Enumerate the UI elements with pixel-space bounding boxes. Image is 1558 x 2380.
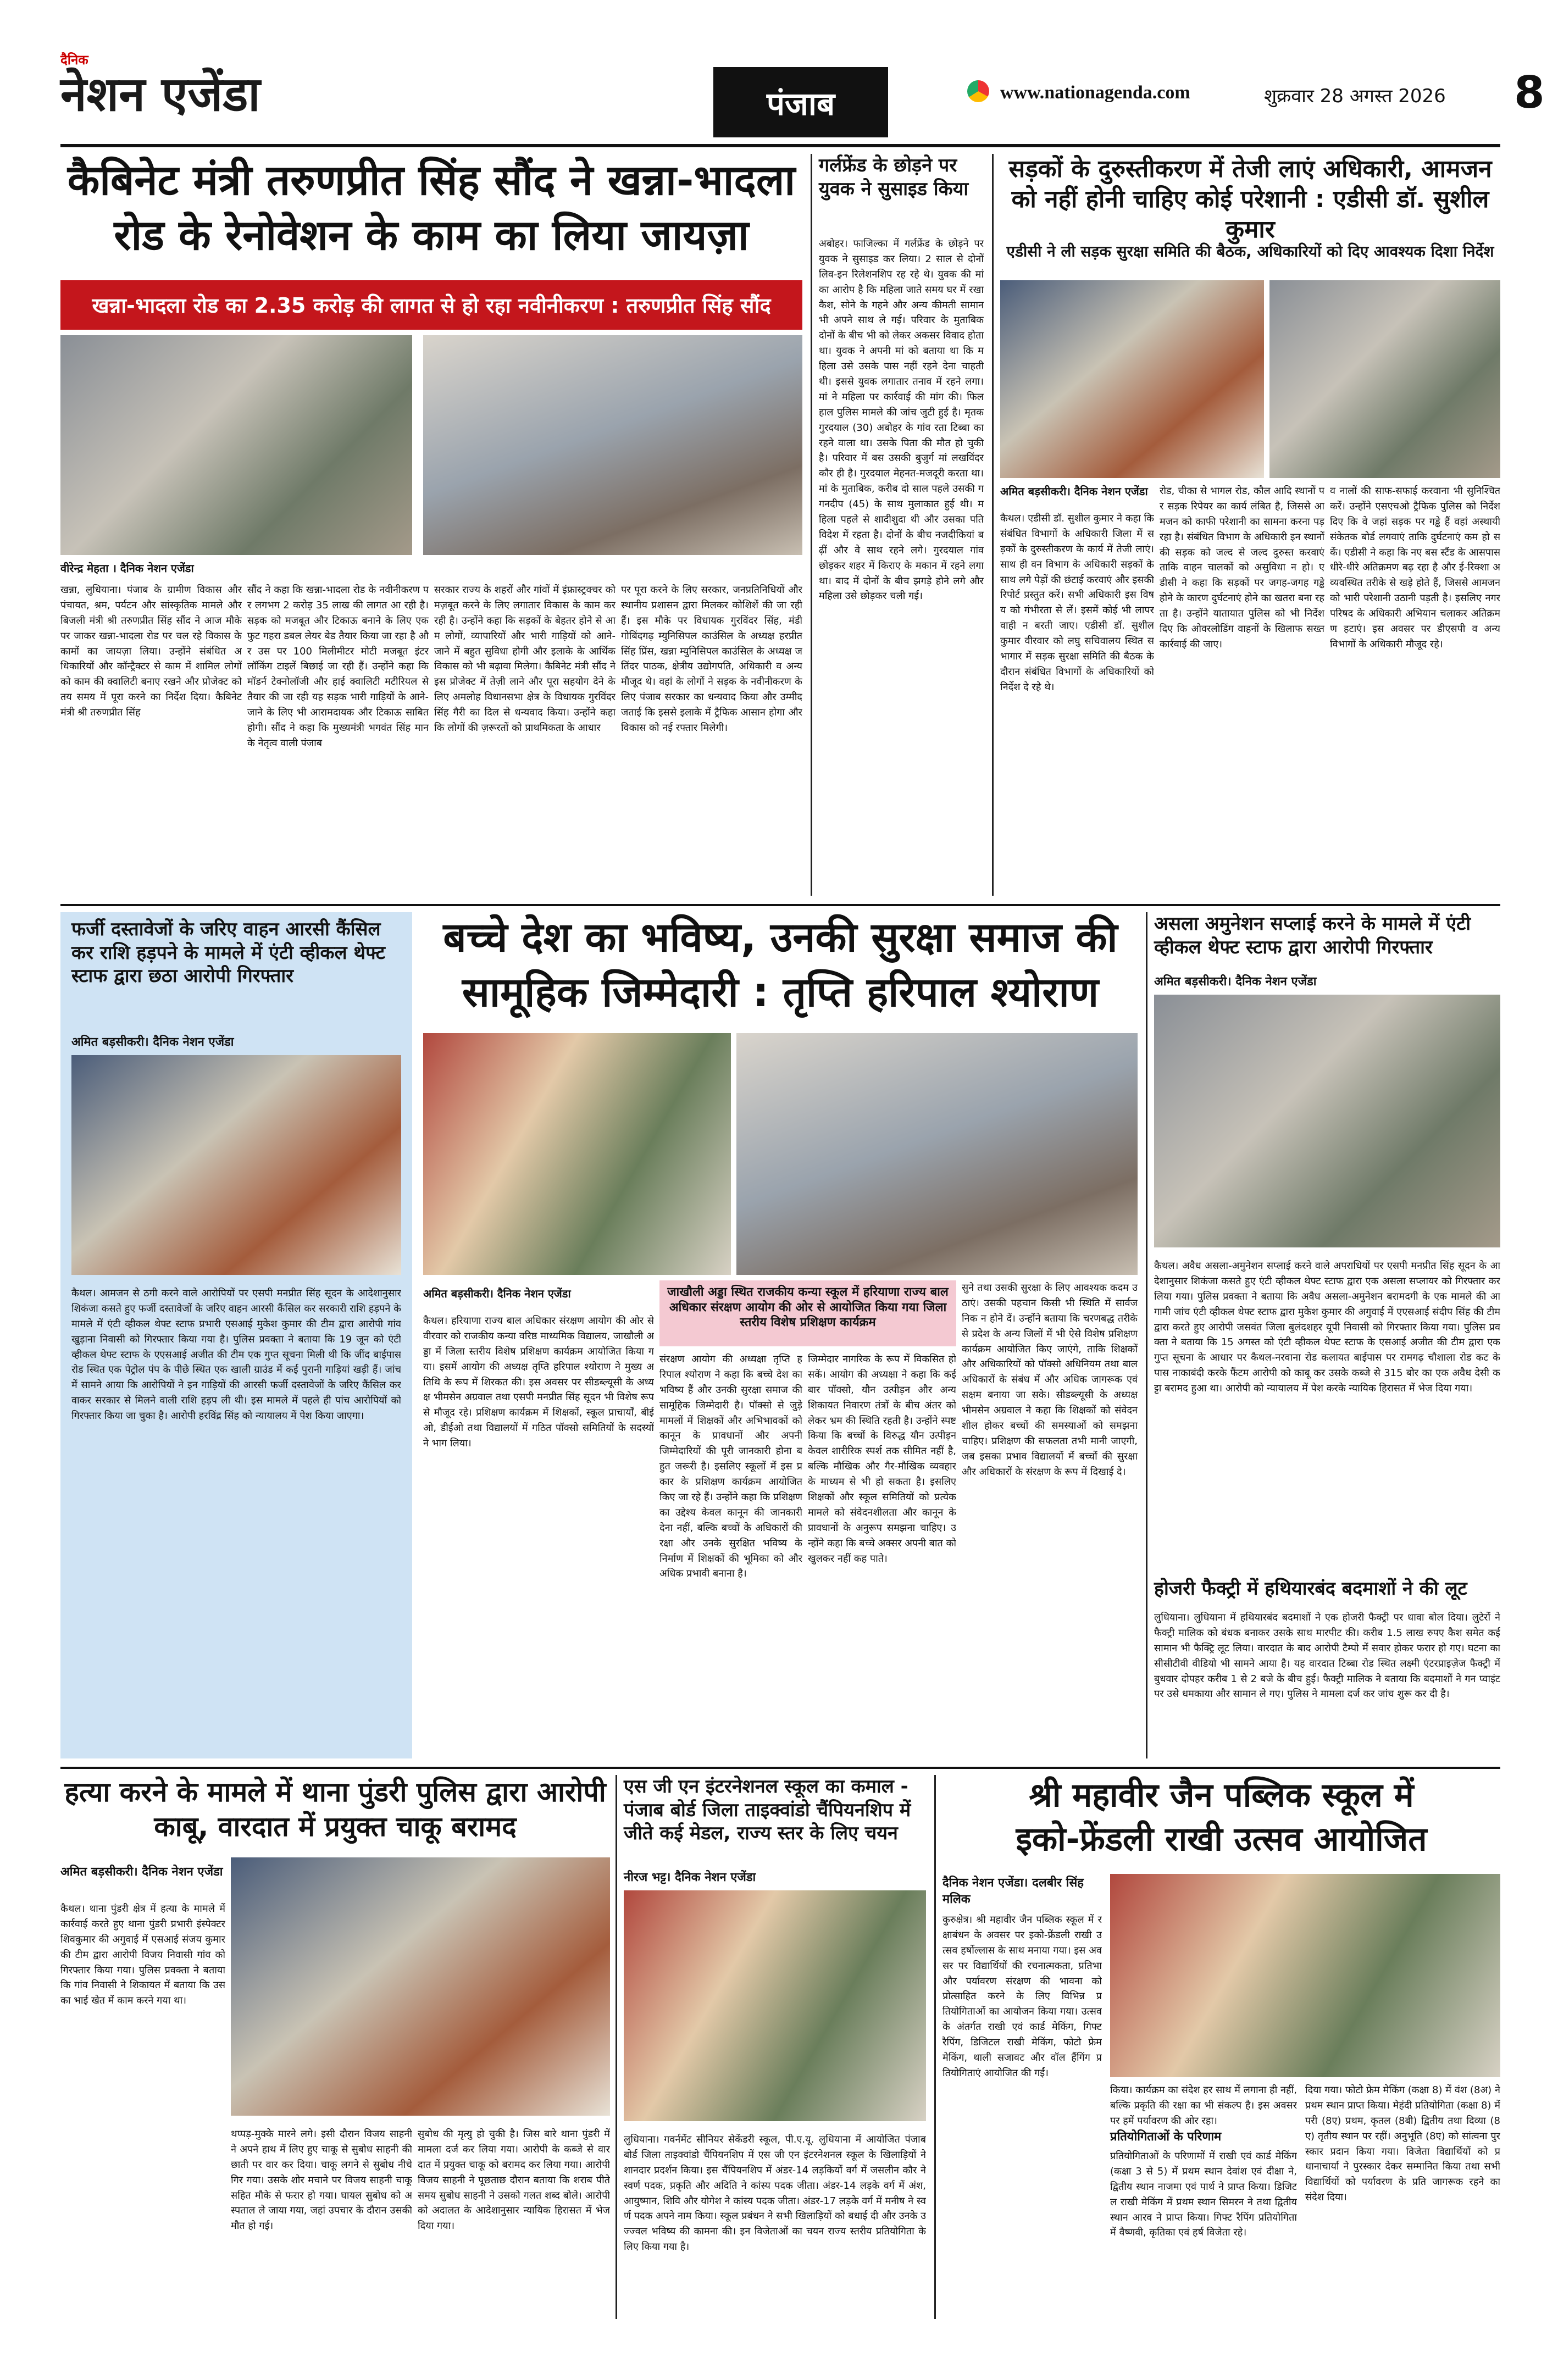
story2-body: अबोहर। फाजिल्का में गर्लफ्रेंड के छोड़ने पर युवक ने सुसाइड कर लिया। 2 साल से दोनों लिव-इन रिलेशनशिप रह रहे थे। युवक की मां का आरोप है कि महिला जाते समय घर में रखा कैश, सोने के गहने और अन्य कीमती सामान भी अपने साथ ले गई। परिवार के मुताबिक दोनों के बीच भी को लेकर अकसर विवाद होता था। युवक ने अपनी मां को बताया था कि महिला उसे उसके पास नहीं रहने देना चाहती थी। इससे युवक लगातार तनाव में रहने लगा। मां ने महिला पर कार्रवाई की मांग की। फिलहाल पुलिस मामले की जांच जुटी हुई है। मृतक गुरदयाल (30) अबोहर के गांव रता टिब्बा का रहने वाला था। उसके पिता की मौत हो चुकी है। परिवार में बस उसकी बुजुर्ग मां लखविंदर कौर ही है। गुरदयाल मेहनत-मजदूरी करता था। मां के मुताबिक, करीब दो साल पहले उसकी गगनदीप (45) के साथ मुलाकात हुई थी। महिला पहले से शादीशुदा थी और उसका पति विदेश में रहता है। दोनों के बीच नजदीकियां बढ़ीं और वे साथ रहने लगे। गुरदयाल गांव छोड़कर शहर में किराए के मकान में रहने लगा था। बाद में दोनों के बीच झगड़े होने लगे और महिला उसे छोड़कर चली गई।: [819, 238, 984, 602]
story6-body: कैथल। अवैध असला-अमुनेशन सप्लाई करने वाले अपराधियों पर एसपी मनप्रीत सिंह सूदन के आदेशानुसार शिकंजा कसते हुए एंटी व्हीकल थेफ्ट स्टाफ द्वारा एक असला सप्लायर को गिरफ्तार कर लिया गया। पुलिस प्रवक्ता ने बताया कि अवैध असला-अमुनेशन बरामदगी के एक मामले की आगामी जांच एंटी व्हीकल थेफ्ट स्टाफ द्वारा मुकेश कुमार की अगुवाई में एएसआई संदीप सिंह की टीम द्वारा करते हुए आरोपी जसवंत जिला बुलंदशहर यूपी निवासी को गिरफ्तार किया गया। पुलिस प्रवक्ता ने बताया कि 15 अगस्त को एंटी व्हीकल थेफ्ट स्टाफ के एसआई अजीत की टीम द्वारा एक गुप्त सूचना के आधार पर कैथल-नरवाना रोड कलायत बाईपास पर रामगढ़ चौशाला रोड कट के पास नाकाबंदी करके फैंटम आरोपी को काबू कर उसके कब्जे से 315 बोर का एक अवैध देसी कट्टा बरामद हुआ था। आरोपी को न्यायालय में पेश करके न्यायिक हिरासत में भेज दिया गया।: [1154, 1260, 1500, 1395]
story8-body-col3: सुबोध की मृत्यु हो चुकी है। जिस बारे थाना पुंडरी में मामला दर्ज कर लिया गया। आरोपी के कब्जे से वारदात में प्रयुक्त चाकू को बरामद कर लिया गया। आरोपी विजय साहनी ने पूछताछ दौरान बताया कि शराब पीते समय सुबोध साहनी ने उसको गलत शब्द बोले। आरोपी को अदालत के आदेशानुसार न्यायिक हिरासत में भेज दिया गया।: [418, 2128, 610, 2232]
story3-body-col2: रोड, चीका से भागल रोड, कौल आदि स्थानों पर सड़क रिपेयर का कार्य लंबित है, जिससे आमजन को काफी परेशानी का सामना करना पड़ रहा है। संबंधित विभाग के अधिकारी इन स्थानों की सड़क को जल्द से जल्द दुरुस्त करवाएं ताकि वाहन चालकों को असुविधा न हो। एडीसी ने कहा कि सड़कों पर जगह-जगह गड्ढे होने के कारण दुर्घटनाएं होने का खतरा बना रहता है। उन्होंने यातायात पुलिस को भी निर्देश दिए कि ओवरलोडिंग वाहनों के खिलाफ सख्त कार्रवाई की जाए।: [1160, 485, 1324, 650]
story5-body-col4: सुने तथा उसकी सुरक्षा के लिए आवश्यक कदम उठाएं। उसकी पहचान किसी भी स्थिति में सार्वजनिक न होने दें। उन्होंने बताया कि चरणबद्ध तरीके से प्रदेश के अन्य जिलों में भी ऐसे विशेष प्रशिक्षण कार्यक्रम आयोजित किए जाएंगे, ताकि शिक्षकों और अधिकारियों को पॉक्सो अधिनियम तथा बाल अधिकारों के संबंध में और अधिक जागरूक एवं सक्षम बनाया जा सके। सीडब्ल्यूसी के अध्यक्ष भीमसेन अग्रवाल ने कहा कि शिक्षकों को संवेदनशील होकर बच्चों की समस्याओं को समझना चाहिए। प्रशिक्षण की सफलता तभी मानी जाएगी, जब इसका प्रभाव विद्यालयों में बच्चों की सुरक्षा और अधिकारों के संरक्षण के रूप में दिखाई दे।: [962, 1282, 1138, 1478]
story1-photo-minister: [60, 335, 412, 555]
story10-body-col4: दिया गया। फोटो फ्रेम मेकिंग (कक्षा 8) में वंश (8अ) ने प्रथम स्थान प्राप्त किया। मेहंदी प्रतियोगिता (कक्षा 8) में परी (8ए) प्रथम, कृतल (8बी) द्वितीय तथा दिव्या (8ए) तृतीय स्थान पर रहीं। अनुभूति (8ए) को सांत्वना पुरस्कार प्रदान किया गया। विजेता विद्यार्थियों को प्रधानाचार्या ने पुरस्कार देकर सम्मानित किया तथा सभी विद्यार्थियों को पर्यावरण के प्रति जागरूक रहने का संदेश दिया।: [1305, 2084, 1500, 2204]
story4-headline: फर्जी दस्तावेजों के जरिए वाहन आरसी कैंसिल कर राशि हड़पने के मामले में एंटी व्हीकल थेफ्ट स्टाफ द्वारा छठा आरोपी गिरफ्तार: [71, 918, 385, 987]
story4-photo-arrest: [71, 1055, 401, 1275]
column-divider: [616, 1775, 617, 2319]
section-label: पंजाब: [713, 67, 888, 137]
story5-photo-audience: [736, 1033, 1138, 1275]
story3-photo-officials: [1269, 280, 1500, 478]
story3-body-col3: व नालों की साफ-सफाई करवाना भी सुनिश्चित करें। उन्होंने एसएचओ ट्रैफिक पुलिस को निर्देश दिए कि वे जहां सड़क पर गड्ढे हैं वहां अस्थायी संकेतक बोर्ड लगवाएं ताकि दुर्घटनाएं कम हो सकें। एडीसी ने कहा कि नए बस स्टैंड के आसपास धीरे-धीरे अतिक्रमण बढ़ रहा है और ई-रिक्शा अव्यवस्थित तरीके से खड़े होते हैं, जिससे आमजन को भारी परेशानी उठानी पड़ती है। इसलिए नगर परिषद के अधिकारी अभियान चलाकर अतिक्रमण हटाएं। इस अवसर पर डीएसपी व अन्य विभागों के अधिकारी मौजूद रहे।: [1330, 485, 1500, 650]
masthead-prefix: दैनिक: [60, 52, 88, 68]
story7-body: लुधियाना। लुधियाना में हथियारबंद बदमाशों ने एक होजरी फैक्ट्री पर धावा बोल दिया। लुटेरों ने फैक्ट्री मालिक को बंधक बनाकर उसके साथ मारपीट की। करीब 1.5 लाख रुपए कैश समेत कई सामान भी फैक्ट्रि लूट लिया। वारदात के बाद आरोपी टैम्पो में सवार होकर फरार हो गए। घटना का सीसीटीवी वीडियो भी सामने आया है। यह वारदात टिब्बा रोड स्थित लक्ष्मी एंटरप्राइज़ेज फैक्ट्री में बुधवार दोपहर करीब 1 से 2 बजे के बीच हुई। फैक्ट्री मालिक ने बताया कि बदमाशों ने गन प्वाइंट पर उसे धमकाया और सामान ले गए। पुलिस ने मामला दर्ज कर जांच शुरू कर दी है।: [1154, 1612, 1500, 1700]
story10-results-heading: प्रतियोगिताओं के परिणाम: [1110, 2130, 1222, 2144]
story8-body-col2: थप्पड़-मुक्के मारने लगे। इसी दौरान विजय साहनी ने अपने हाथ में लिए हुए चाकू से सुबोध साहनी की छाती पर वार कर दिया। चाकू लगने से सुबोध नीचे गिर गया। उसके शोर मचाने पर विजय साहनी चाकू सहित मौके से फरार हो गया। घायल सुबोध को अस्पताल ले जाया गया, जहां उपचार के दौरान उसकी मौत हो गई।: [231, 2128, 412, 2232]
story5-highlight-box: जाखौली अड्डा स्थित राजकीय कन्या स्कूल में हरियाणा राज्य बाल अधिकार संरक्षण आयोग की ओर से आयोजित किया गया जिला स्तरीय विशेष प्रशिक्षण कार्यक्रम: [659, 1280, 956, 1346]
section-rule: [60, 1767, 1500, 1769]
story8-headline: हत्या करने के मामले में थाना पुंडरी पुलिस द्वारा आरोपी काबू, वारदात में प्रयुक्त चाकू बरामद: [64, 1776, 606, 1843]
story8-photo-accused: [231, 1857, 610, 2116]
story10-body-col2: किया। कार्यक्रम का संदेश हर साथ में लगाना ही नहीं, बल्कि प्रकृति की रक्षा का भी संकल्प है। इस अवसर पर हमें पर्यावरण की ओर रहा।: [1110, 2084, 1297, 2127]
story3-subhead: एडीसी ने ली सड़क सुरक्षा समिति की बैठक, अधिकारियों को दिए आवश्यक दिशा निर्देश: [1006, 242, 1494, 260]
story2-headline: गर्लफ्रेंड के छोड़ने पर युवक ने सुसाइड किया: [819, 154, 969, 200]
story10-body-col3: प्रतियोगिताओं के परिणामों में राखी एवं कार्ड मेकिंग (कक्षा 3 से 5) में प्रथम स्थान देवांश एवं दीक्षा ने, द्वितीय स्थान नाजमा एवं पार्थ ने प्राप्त किया। डिजिटल राखी मेकिंग में प्रथम स्थान सिमरन ने तथा द्वितीय स्थान आरव ने प्राप्त किया। गिफ्ट रैपिंग प्रतियोगिता में वैष्णवी, कृतिका एवं हर्ष विजेता रहे।: [1110, 2150, 1297, 2239]
story5-body-col1: कैथल। हरियाणा राज्य बाल अधिकार संरक्षण आयोग की ओर से वीरवार को राजकीय कन्या वरिष्ठ माध्यमिक विद्यालय, जाखौली अड्डा में जिला स्तरीय विशेष प्रशिक्षण कार्यक्रम आयोजित किया गया। इसमें आयोग की अध्यक्ष तृप्ति हरिपाल श्योराण ने मुख्य अतिथि के रूप में शिरकत की। इस अवसर पर सीडब्ल्यूसी के अध्यक्ष भीमसेन अग्रवाल तथा एसपी मनप्रीत सिंह सूदन भी विशेष रूप से मौजूद रहे। प्रशिक्षण कार्यक्रम में शिक्षकों, स्कूल प्राचार्यों, बीईओ, डीईओ तथा विद्यालयों में गठित पॉक्सो समितियों के सदस्यों ने भाग लिया।: [423, 1315, 654, 1450]
story1-headline-1: कैबिनेट मंत्री तरुणप्रीत सिंह सौंद ने खन्ना-भादला: [67, 156, 796, 204]
column-divider: [992, 154, 994, 896]
column-divider: [934, 1775, 936, 2319]
story9-byline: नीरज भट्ट। दैनिक नेशन एजेंडा: [624, 1871, 756, 1884]
story5-byline: अमित बड़सीकरी। दैनिक नेशन एजेंडा: [423, 1287, 571, 1300]
story10-headline-2: इको-फ्रेंडली राखी उत्सव आयोजित: [1016, 1820, 1427, 1858]
story5-headline-1: बच्चे देश का भविष्य, उनकी सुरक्षा समाज की: [443, 914, 1118, 961]
story10-headline-1: श्री महावीर जैन पब्लिक स्कूल में: [1029, 1776, 1414, 1815]
column-divider: [811, 154, 812, 896]
story5-body-col2: संरक्षण आयोग की अध्यक्षा तृप्ति हरिपाल श्योराण ने कहा कि बच्चे देश का भविष्य हैं और उनकी सुरक्षा समाज की सामूहिक जिम्मेदारी है। पॉक्सो से जुड़े मामलों में शिक्षकों और अभिभावकों को कानून के प्रावधानों और अपनी जिम्मेदारियों की पूरी जानकारी होना बहुत जरूरी है। इसलिए स्कूलों में इस प्रकार के प्रशिक्षण कार्यक्रम आयोजित किए जा रहे हैं। उन्होंने कहा कि प्रशिक्षण का उद्देश्य केवल कानून की जानकारी देना नहीं, बल्कि बच्चों के अधिकारों की रक्षा और उनके सुरक्षित भविष्य के निर्माण में शिक्षकों की भूमिका को और अधिक प्रभावी बनाना है।: [659, 1353, 802, 1580]
story1-photo-caption: वीरेन्द्र मेहता । दैनिक नेशन एजेंडा: [60, 562, 194, 575]
story9-headline: एस जी एन इंटरनेशनल स्कूल का कमाल - पंजाब बोर्ड जिला ताइक्वांडो चैंपियनशिप में जीते कई मेडल, राज्य स्तर के लिए चयन: [624, 1776, 911, 1844]
story1-body-col3: सरकार राज्य के शहरों और गांवों में इंफ्रास्ट्रक्चर को मज़बूत करने के लिए लगातार विकास के काम कर रही है। उन्होंने कहा कि सड़कों के बेहतर होने से आम लोगों, व्यापारियों और भारी गाड़ियों को आने-जाने में बहुत सुविधा होगी और इलाके के आर्थिक विकास को भी बढ़ावा मिलेगा। कैबिनेट मंत्री सौंद ने इस प्रोजेक्ट में तेज़ी लाने और पूरा सहयोग देने के लिए अमलोह विधानसभा क्षेत्र के विधायक गुरविंदर सिंह गैरी का दिल से धन्यवाद किया। उन्होंने कहा कि लोगों की ज़रूरतों को प्राथमिकता के आधार: [434, 584, 616, 734]
story6-headline: असला अमुनेशन सप्लाई करने के मामले में एंटी व्हीकल थेफ्ट स्टाफ द्वारा आरोपी गिरफ्तार: [1154, 913, 1471, 958]
story1-body-col4: पर पूरा करने के लिए सरकार, जनप्रतिनिधियों और स्थानीय प्रशासन द्वारा मिलकर कोशिशें की जा रही हैं। इस मौके पर विधायक गुरविंदर सिंह, मंडी गोबिंदगढ़ म्युनिसिपल काउंसिल के अध्यक्ष हरप्रीत सिंह प्रिंस, खन्ना म्युनिसिपल काउंसिल के अध्यक्ष जतिंदर पाठक, क्षेत्रीय उद्योगपति, अधिकारी व अन्य मौजूद थे। वहां के लोगों ने सड़क के नवीनीकरण के लिए पंजाब सरकार का धन्यवाद किया और उम्मीद जताई कि इससे इलाके में ट्रैफिक आसान होगा और विकास को नई रफ्तार मिलेगी।: [621, 584, 802, 734]
story9-photo-medalists: [624, 1890, 926, 2121]
story3-byline: अमित बड़सीकरी। दैनिक नेशन एजेंडा: [1000, 485, 1148, 498]
story4-body: कैथल। आमजन से ठगी करने वाले आरोपियों पर एसपी मनप्रीत सिंह सूदन के आदेशानुसार शिकंजा कसते हुए फर्जी दस्तावेजों के जरिए वाहन आरसी कैंसिल कर सरकारी राशि हड़पने के मामले में एंटी व्हीकल थेफ्ट स्टाफ प्रभारी एसआई मुकेश कुमार की टीम द्वारा आरोपी गांव खुड़ाना निवासी को गिरफ्तार किया गया है। पुलिस प्रवक्ता ने बताया कि 19 जून को एंटी व्हीकल थेफ्ट स्टाफ के एएसआई अजीत की टीम एक गुप्त सूचना मिली थी कि जींद बाईपास रोड स्थित एक पेट्रोल पंप के पीछे स्थित एक खाली ग्राउंड में कई पुरानी गाड़ियां खड़ी हैं। जांच में सामने आया कि आरोपियों ने इन गाड़ियों की आरसी फर्जी दस्तावेजों के जरिए कैंसिल करवाकर सरकार से मिलने वाली राशि हड़प ली थी। इस मामले में पहले ही पांच आरोपियों को गिरफ्तार किया जा चुका है। आरोपी हरविंद्र सिंह को न्यायालय में पेश किया जाएगा।: [71, 1288, 401, 1422]
story9-body: लुधियाना। गवर्नमेंट सीनियर सेकेंडरी स्कूल, पी.ए.यू. लुधियाना में आयोजित पंजाब बोर्ड जिला ताइक्वांडो चैंपियनशिप में एस जी एन इंटरनेशनल स्कूल के खिलाड़ियों ने शानदार प्रदर्शन किया। इस चैंपियनशिप में अंडर-14 लड़कियों वर्ग में जसलीन कौर ने स्वर्ण पदक, प्रकृति और अदिति ने कांस्य पदक जीता। अंडर-14 लड़के वर्ग में अंश, आयुष्मान, शिवि और योगेश ने कांस्य पदक जीता। अंडर-17 लड़के वर्ग में मनीष ने स्वर्ण पदक अपने नाम किया। स्कूल प्रबंधन ने सभी खिलाड़ियों को बधाई दी और उनके उज्ज्वल भविष्य की कामना की। इन विजेताओं का चयन राज्य स्तरीय प्रतियोगिता के लिए किया गया है।: [624, 2134, 926, 2253]
story10-body-col1: कुरुक्षेत्र। श्री महावीर जैन पब्लिक स्कूल में रक्षाबंधन के अवसर पर इको-फ्रेंडली राखी उत्सव हर्षोल्लास के साथ मनाया गया। इस अवसर पर विद्यार्थियों की रचनात्मकता, प्रतिभा और पर्यावरण संरक्षण की भावना को प्रोत्साहित करने के लिए विभिन्न प्रतियोगिताओं का आयोजन किया गया। उत्सव के अंतर्गत राखी एवं कार्ड मेकिंग, गिफ्ट रैपिंग, डिजिटल राखी मेकिंग, फोटो फ्रेम मेकिंग, थाली सजावट और वॉल हैंगिंग प्रतियोगिताएं आयोजित की गईं।: [942, 1914, 1102, 2079]
story4-byline: अमित बड़सीकरी। दैनिक नेशन एजेंडा: [71, 1035, 234, 1049]
website-url[interactable]: www.nationagenda.com: [1000, 82, 1190, 103]
story7-headline: होजरी फैक्ट्री में हथियारबंद बदमाशों ने की लूट: [1154, 1578, 1467, 1600]
story3-body-col1: कैथल। एडीसी डॉ. सुशील कुमार ने कहा कि संबंधित विभागों के अधिकारी जिला में सड़कों के दुरुस्तीकरण के कार्य में तेजी लाएं। साथ ही वन विभाग के अधिकारी सड़कों के साथ लगे पेड़ों की छंटाई करवाएं और इसकी रिपोर्ट प्रस्तुत करें। सभी अधिकारी इस विषय को गंभीरता से लें। इसमें कोई भी लापरवाही न बरती जाए। एडीसी डॉ. सुशील कुमार वीरवार को लघु सचिवालय स्थित सभागार में सड़क सुरक्षा समिति की बैठक के दौरान संबंधित विभागों के अधिकारियों को निर्देश दे रहे थे।: [1000, 513, 1154, 693]
story6-photo: [1154, 995, 1500, 1247]
story5-photo-chief-guest: [423, 1033, 731, 1275]
issue-date: शुक्रवार 28 अगस्त 2026: [1264, 85, 1446, 107]
story3-photo-meeting: [1000, 280, 1264, 478]
story1-body-col2: सौंद ने कहा कि खन्ना-भादला रोड के नवीनीकरण पर लगभग 2 करोड़ 35 लाख की लागत आ रही है। सड़क को मजबूत और टिकाऊ बनाने के लिए एक फुट गहरा डबल लेयर बेड तैयार किया जा रहा है और उस पर 100 मिलीमीटर मोटी मजबूत इंटरलॉकिंग टाइलें बिछाई जा रही हैं। उन्होंने कहा कि मॉडर्न टेक्नोलॉजी और हाई क्वालिटी मटीरियल से तैयार की जा रही यह सड़क भारी गाड़ियों के आने-जाने के लिए भी आरामदायक और टिकाऊ साबित होगी। सौंद ने कहा कि मुख्यमंत्री भगवंत सिंह मान के नेतृत्व वाली पंजाब: [247, 584, 429, 749]
story1-subhead: खन्ना-भादला रोड का 2.35 करोड़ की लागत से हो रहा नवीनीकरण : तरुणप्रीत सिंह सौंद: [60, 280, 802, 330]
section-rule: [60, 904, 1500, 906]
story6-byline: अमित बड़सीकरी। दैनिक नेशन एजेंडा: [1154, 975, 1317, 989]
story1-headline-2: रोड के रेनोवेशन के काम का लिया जायज़ा: [114, 210, 749, 259]
story8-body-col1: कैथल। थाना पुंडरी क्षेत्र में हत्या के मामले में कार्रवाई करते हुए थाना पुंडरी प्रभारी इंस्पेक्टर शिवकुमार की अगुवाई में एसआई संजय कुमार की टीम द्वारा आरोपी विजय निवासी गांव को गिरफ्तार किया गया। पुलिस प्रवक्ता ने बताया कि गांव निवासी ने शिकायत में बताया कि उसका भाई खेत में काम करने गया था।: [60, 1903, 225, 2007]
story5-body-col3: जिम्मेदार नागरिक के रूप में विकसित हो सकें। आयोग की अध्यक्षा ने कहा कि कई बार पॉक्सो, यौन उत्पीड़न और अन्य शिकायत निवारण तंत्रों के बीच अंतर को लेकर भ्रम की स्थिति रहती है। उन्होंने स्पष्ट किया कि बच्चों के विरुद्ध यौन उत्पीड़न केवल शारीरिक स्पर्श तक सीमित नहीं है, बल्कि मौखिक और गैर-मौखिक व्यवहार के माध्यम से भी हो सकता है। इसलिए शिक्षकों और स्कूल समितियों को प्रत्येक मामले को संवेदनशीलता और कानून के प्रावधानों के अनुरूप समझना चाहिए। उन्होंने कहा कि बच्चे अक्सर अपनी बात को खुलकर नहीं कह पाते।: [808, 1353, 956, 1565]
masthead-logo: नेशन एजेंडा: [60, 66, 260, 122]
story1-photo-road-tiles: [423, 335, 802, 555]
browser-icon: [967, 80, 989, 102]
story3-headline: सड़कों के दुरुस्तीकरण में तेजी लाएं अधिकारी, आमजन को नहीं होनी चाहिए कोई परेशानी : एडीसी डॉ. सुशील कुमार: [1008, 155, 1492, 243]
story10-byline: दैनिक नेशन एजेंडा। दलबीर सिंह मलिक: [942, 1876, 1084, 1906]
masthead-rule: [60, 144, 1500, 147]
story1-body-col1: खन्ना, लुधियाना। पंजाब के ग्रामीण विकास और पंचायत, श्रम, पर्यटन और सांस्कृतिक मामले और बिजली मंत्री श्री तरुणप्रीत सिंह सौंद ने आज मौके पर जाकर खन्ना-भादला रोड पर चल रहे विकास के कामों का जायज़ा लिया। उन्होंने संबंधित अधिकारियों और कॉन्ट्रैक्टर से काम में शामिल लोगों को काम की क्वालिटी बनाए रखने और प्रोजेक्ट को तय समय में पूरा करने का निर्देश दिया। कैबिनेट मंत्री श्री तरुणप्रीत सिंह: [60, 584, 242, 719]
page-number: 8: [1514, 67, 1545, 118]
story8-byline: अमित बड़सीकरी। दैनिक नेशन एजेंडा: [60, 1865, 223, 1879]
story10-photo-students: [1110, 1874, 1500, 2077]
column-divider: [1146, 912, 1147, 1758]
story5-headline-2: सामूहिक जिम्मेदारी : तृप्ति हरिपाल श्योराण: [462, 969, 1099, 1016]
